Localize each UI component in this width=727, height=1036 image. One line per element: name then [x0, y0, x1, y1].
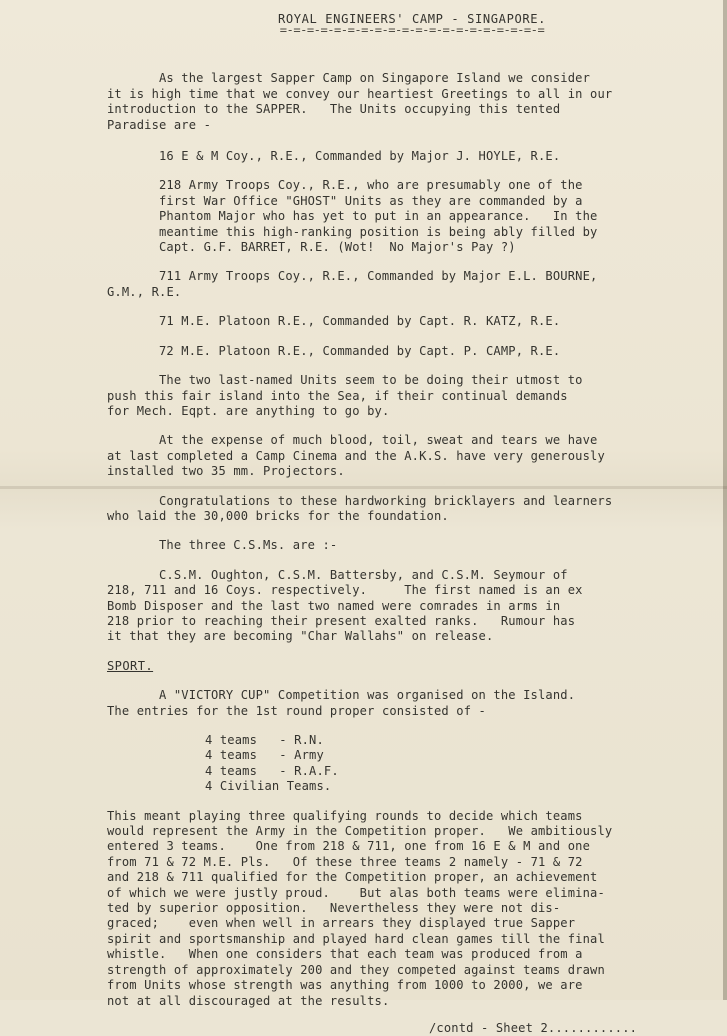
list-item: 4 teams - Army — [205, 748, 324, 763]
unit-16-coy: 16 E & M Coy., R.E., Commanded by Major J. HOYLE, R.E. — [159, 149, 561, 164]
unit-711-coy: 711 Army Troops Coy., R.E., Commanded by Major E.L. BOURNE, G.M., R.E. — [107, 269, 598, 299]
qualifying-paragraph: This meant playing three qualifying rounds to decide which teams would represent the Army in the Competition proper. We ambitiously entered 3 teams. One from 218 & 711, one from 16 E & M and one from 71 & 72 M.E. Pls. Of these three teams 2 namely - 71 & 72 and 218 & 711 qualified for the Competition proper, an achievement of which we were justly proud. But alas both teams were elimina- ted by superior opposition. Nevertheless they were not dis- graced; even when well in arrears they displayed true Sapper spirit and sportsmanship and played hard clean games till the final whistle. When one considers that each team was produced from a strength of approximately 200 and they competed against teams drawn from Units whose strength was anything from 1000 to 2000, we are not at all discouraged at the results. — [107, 808, 613, 1008]
sport-heading: SPORT. — [107, 658, 154, 673]
list-item: 4 teams - R.A.F. — [205, 763, 339, 778]
title-underline: =-=-=-=-=-=-=-=-=-=-=-=-=-=-=-=-=-=-=-= — [279, 23, 545, 38]
continued-note: /contd - Sheet 2............ — [429, 1020, 638, 1035]
csm-paragraph: C.S.M. Oughton, C.S.M. Battersby, and C.S.M. Seymour of 218, 711 and 16 Coys. respectively. The first named is an ex Bomb Disposer and the last two named were comrades in arms in 218 prior to reaching their present exalted ranks. Rumour has it that they are becoming "Char Wallahs" on release. — [107, 567, 583, 644]
unit-72-platoon: 72 M.E. Platoon R.E., Commanded by Capt. P. CAMP, R.E. — [159, 343, 561, 358]
platoons-paragraph: The two last-named Units seem to be doing their utmost to push this fair island into the Sea, if their continual demands for Mech. Eqpt. are anything to go by. — [107, 373, 583, 418]
list-item: 4 teams - R.N. — [205, 733, 324, 747]
victory-cup-paragraph: A "VICTORY CUP" Competition was organised on the Island. The entries for the 1st round proper consisted of - — [107, 688, 576, 718]
teams-list — [107, 733, 687, 795]
congratulations-paragraph: Congratulations to these hardworking bricklayers and learners who laid the 30,000 bricks for the foundation. — [107, 493, 613, 523]
intro-paragraph: As the largest Sapper Camp on Singapore Island we consider it is high time that we convey our heartiest Greetings to all in our introduction to the SAPPER. The Units occupying this tented Paradise are - — [107, 71, 613, 132]
paper-fold-line — [0, 486, 727, 489]
unit-71-platoon: 71 M.E. Platoon R.E., Commanded by Capt. R. KATZ, R.E. — [159, 314, 561, 329]
cinema-paragraph: At the expense of much blood, toil, sweat and tears we have at last completed a Camp Cinema and the A.K.S. have very generously installed two 35 mm. Projectors. — [107, 433, 605, 479]
paper-edge — [723, 0, 727, 1000]
unit-218-coy: 218 Army Troops Coy., R.E., who are presumably one of the first War Office "GHOST" Units as they are commanded by a Phantom Major who has yet to put in an appearance. In the meantime this high-ranking position is being ably filled by Capt. G.F. BARRET, R.E. (Wot! No Major's Pay ?) — [159, 178, 598, 255]
list-item: 4 Civilian Teams. — [205, 779, 332, 794]
document-title: ROYAL ENGINEERS' CAMP - SINGAPORE. — [278, 12, 546, 26]
csm-heading: The three C.S.Ms. are :- — [159, 538, 338, 553]
